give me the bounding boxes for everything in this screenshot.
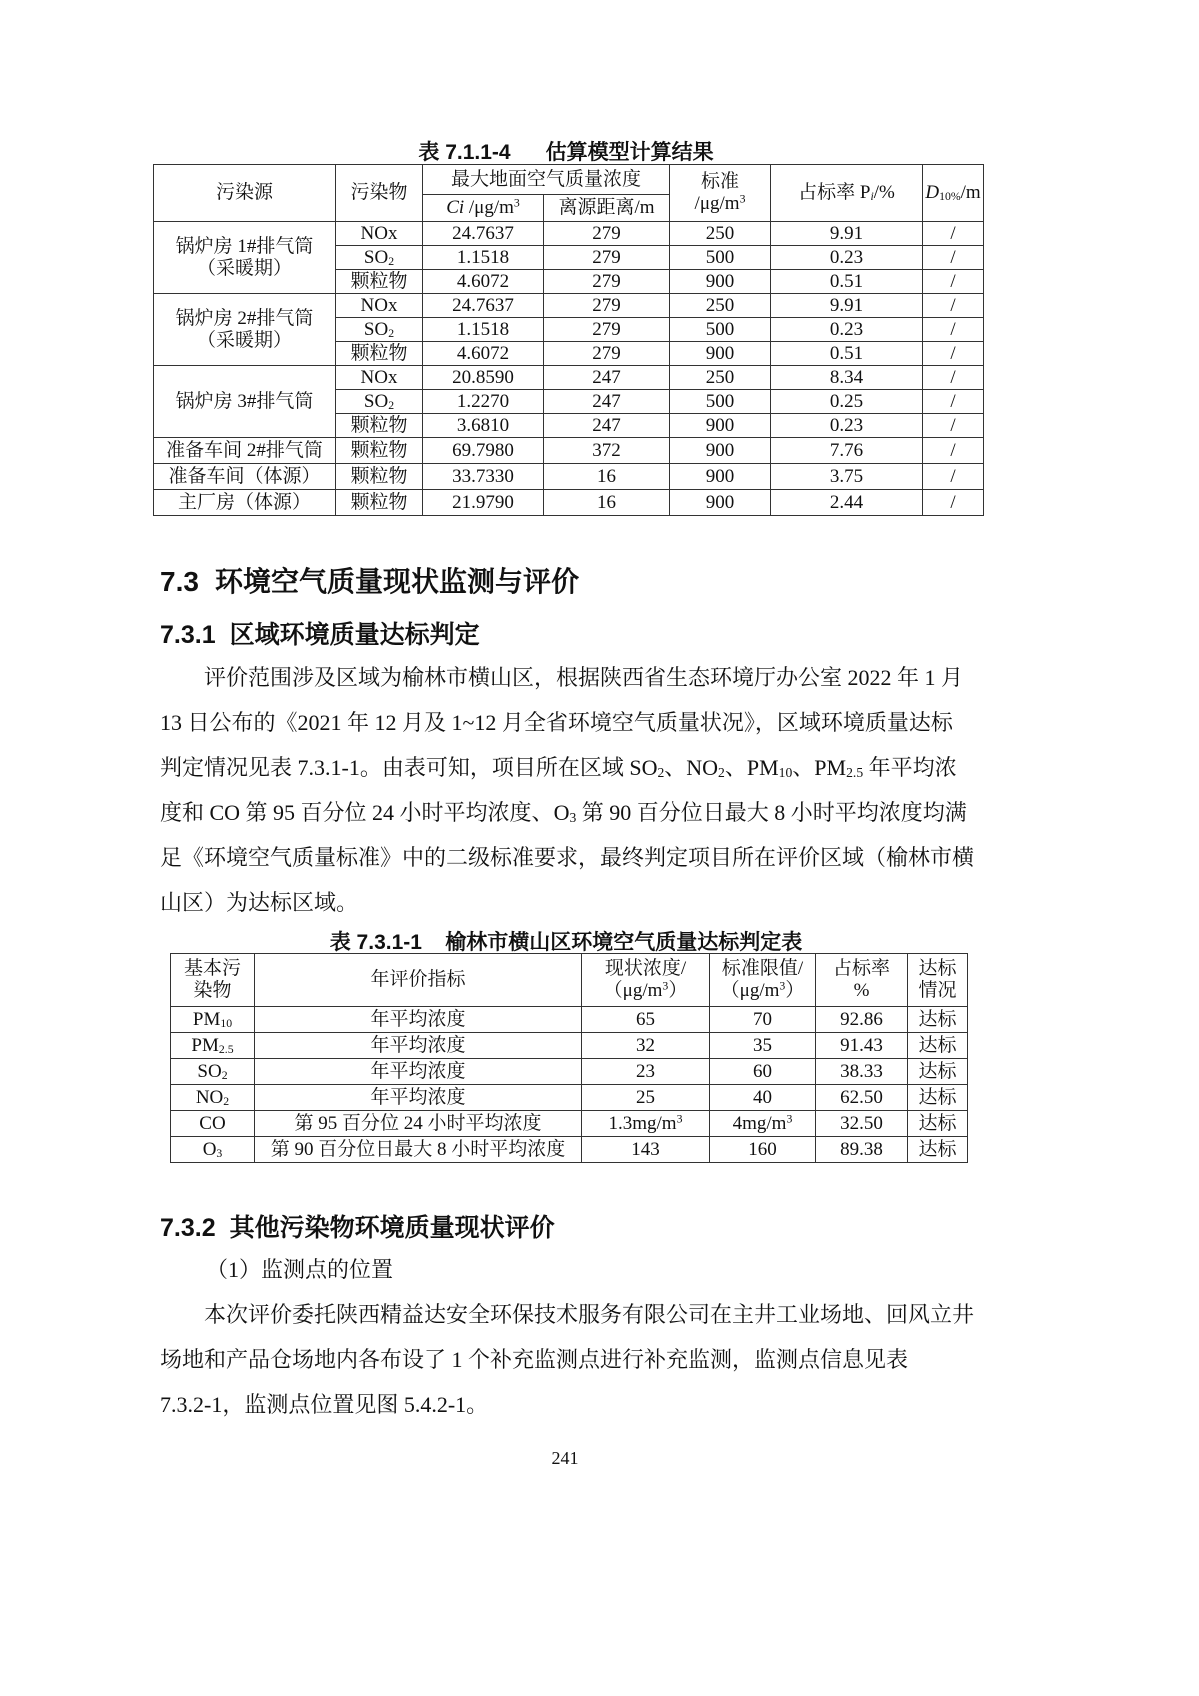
rate-cell: 2.44 [771,490,923,516]
rate-cell: 89.38 [816,1137,908,1163]
index-cell: 第 90 百分位日最大 8 小时平均浓度 [255,1137,582,1163]
index-cell: 年平均浓度 [255,1007,582,1033]
rate-cell: 0.23 [771,246,923,270]
d10-cell: / [923,414,984,438]
d10-cell: / [923,464,984,490]
header-standard-line2: $/\mu g/m^3$ [694,192,746,214]
standard-limit-cell: $4mg/m^3$ [710,1111,816,1137]
table1-row [154,366,984,390]
para1-line2: 13 日公布的《2021 年 12 月及 1~12 月全省环境空气质量状况》，区域环境质量达标 [160,710,953,735]
current-cell: $1.3mg/m^3$ [582,1111,710,1137]
source-cell [154,464,336,490]
current-cell: 23 [582,1059,710,1085]
source-cell [154,490,336,516]
rate-cell: 0.23 [771,414,923,438]
pollutant-cell: 颗粒物 [336,414,423,438]
rate-cell: 0.51 [771,342,923,366]
current-cell: 25 [582,1085,710,1111]
standard-cell: 250 [670,294,771,318]
index-cell: 年平均浓度 [255,1085,582,1111]
ci-cell: 1.1518 [423,246,544,270]
source-line: 主厂房（体源） [177,491,311,513]
para2-line3: 7.3.2-1，监测点位置见图 5.4.2-1。 [160,1392,489,1417]
pollutant-cell: $SO_2$ [336,246,423,270]
ci-cell: 24.7637 [423,294,544,318]
section-7-3-2-number: 7.3.2 [160,1214,216,1242]
table2-row [171,1059,968,1085]
rate-cell: 7.76 [771,438,923,464]
rate-cell: 3.75 [771,464,923,490]
rate-cell: 92.86 [816,1007,908,1033]
pollutant-cell: $O_3$ [171,1137,255,1163]
header-d10: $D_{10\%}/m$ [923,165,984,222]
standard-cell: 500 [670,318,771,342]
distance-cell: 279 [544,294,670,318]
source-cell [154,294,336,366]
table2-row [171,1033,968,1059]
ci-cell: 33.7330 [423,464,544,490]
header-base-pollutant: 基本污 染物 [171,954,255,1007]
d10-cell: / [923,490,984,516]
section-7-3-1-title: 区域环境质量达标判定 [229,621,480,649]
standard-cell: 900 [670,464,771,490]
table1-row [154,222,984,246]
para1-line5: 足《环境空气质量标准》中的二级标准要求，最终判定项目所在评价区域（榆林市横 [160,845,975,870]
pollutant-cell: $SO_2$ [336,318,423,342]
rate-cell: 0.51 [771,270,923,294]
standard-cell: 900 [670,438,771,464]
header-current-concentration: 现状浓度/ $(\mu g/m^3)$ [582,954,710,1007]
page-number: 241 [551,1448,579,1468]
distance-cell: 247 [544,390,670,414]
d10-cell: / [923,294,984,318]
source-line: 准备车间 2#排气筒 [166,439,323,461]
header-rate: 占标率 $P_i/\%$ [771,165,923,222]
compliance-cell: 达标 [908,1033,968,1059]
standard-cell: 900 [670,342,771,366]
ci-cell: 21.9790 [423,490,544,516]
pollutant-cell: $NO_2$ [171,1085,255,1111]
distance-cell: 279 [544,270,670,294]
standard-limit-cell: 70 [710,1007,816,1033]
d10-cell: / [923,222,984,246]
ci-cell: 1.1518 [423,318,544,342]
standard-cell: 500 [670,246,771,270]
rate-cell: 0.23 [771,318,923,342]
distance-cell: 279 [544,246,670,270]
ci-cell: 69.7980 [423,438,544,464]
ci-cell: 3.6810 [423,414,544,438]
table2-row [171,1137,968,1163]
para1-line1: 评价范围涉及区域为榆林市横山区，根据陕西省生态环境厅办公室 2022 年 1 月 [204,665,964,690]
index-cell: 年平均浓度 [255,1033,582,1059]
ci-cell: 24.7637 [423,222,544,246]
ci-cell: 20.8590 [423,366,544,390]
rate-cell: 8.34 [771,366,923,390]
source-cell [154,222,336,294]
rate-cell: 32.50 [816,1111,908,1137]
distance-cell: 247 [544,366,670,390]
source-line: 锅炉房 1#排气筒 [175,235,314,257]
pollutant-cell: NOx [336,222,423,246]
section-7-3-heading [160,560,579,600]
current-cell: 143 [582,1137,710,1163]
current-cell: 32 [582,1033,710,1059]
header-rate-percent: 占标率 % [816,954,908,1007]
pollutant-cell: $PM_{2.5}$ [171,1033,255,1059]
header-pollutant: 污染物 [336,165,423,222]
rate-cell: 62.50 [816,1085,908,1111]
standard-limit-cell: 160 [710,1137,816,1163]
compliance-cell: 达标 [908,1085,968,1111]
section-7-3-2-title: 其他污染物环境质量现状评价 [229,1214,555,1242]
compliance-cell: 达标 [908,1111,968,1137]
distance-cell: 279 [544,318,670,342]
distance-cell: 16 [544,464,670,490]
estimation-results-table [153,164,984,516]
pollutant-cell: NOx [336,294,423,318]
ci-cell: 4.6072 [423,270,544,294]
pollutant-cell: 颗粒物 [336,490,423,516]
standard-cell: 250 [670,222,771,246]
header-max-concentration: 最大地面空气质量浓度 [423,165,670,195]
section-7-3-1-number: 7.3.1 [160,621,216,649]
standard-cell: 500 [670,390,771,414]
distance-cell: 372 [544,438,670,464]
header-standard [670,165,771,222]
header-ci: Ci $/\mu g/m^3$ [423,195,544,222]
header-standard-limit: 标准限值/ $(\mu g/m^3)$ [710,954,816,1007]
pollutant-cell: 颗粒物 [336,464,423,490]
standard-limit-cell: 35 [710,1033,816,1059]
pollutant-cell: 颗粒物 [336,438,423,464]
ci-cell: 1.2270 [423,390,544,414]
distance-cell: 279 [544,222,670,246]
compliance-cell: 达标 [908,1137,968,1163]
section-7-3-title: 环境空气质量现状监测与评价 [214,566,579,597]
section-7-3-1-heading [160,615,480,651]
para1-line6: 山区）为达标区域。 [160,890,359,915]
table1-caption: 表 7.1.1-4 估算模型计算结果 [418,141,714,164]
ci-cell: 4.6072 [423,342,544,366]
pollutant-cell: CO [171,1111,255,1137]
rate-cell: 91.43 [816,1033,908,1059]
table1-row [154,490,984,516]
index-cell: 年平均浓度 [255,1059,582,1085]
source-line: （采暖期） [196,257,292,279]
paragraph-monitoring [160,1292,978,1427]
section-7-3-number: 7.3 [160,566,199,597]
pollutant-cell: 颗粒物 [336,342,423,366]
para1-line3: 判定情况见表 7.3.1-1。由表可知，项目所在区域 $SO_2$、$NO_2$、$PM_{10}$、$PM_{2.5}$ 年平均浓 [160,755,957,781]
standard-cell: 250 [670,366,771,390]
subheading-monitoring-location: （1）监测点的位置 [206,1257,394,1282]
para1-line4: 度和 CO 第 95 百分位 24 小时平均浓度、$O_3$ 第 90 百分位日最大 8 小时平均浓度均满 [160,800,967,826]
d10-cell: / [923,246,984,270]
para2-line1: 本次评价委托陕西精益达安全环保技术服务有限公司在主井工业场地、回风立井 [204,1302,975,1327]
air-quality-compliance-table [170,953,968,1163]
standard-limit-cell: 40 [710,1085,816,1111]
header-distance: 离源距离/m [544,195,670,222]
pollutant-cell: 颗粒物 [336,270,423,294]
d10-cell: / [923,438,984,464]
pollutant-cell: $SO_2$ [171,1059,255,1085]
standard-cell: 900 [670,414,771,438]
table1-row [154,294,984,318]
section-7-3-2-heading [160,1208,555,1244]
distance-cell: 279 [544,342,670,366]
rate-cell: 38.33 [816,1059,908,1085]
rate-cell: 9.91 [771,222,923,246]
d10-cell: / [923,318,984,342]
pollutant-cell: NOx [336,366,423,390]
d10-cell: / [923,366,984,390]
source-line: （采暖期） [196,329,292,351]
source-line: 准备车间（体源） [168,465,321,487]
header-standard-line1: 标准 [701,171,740,192]
source-line: 锅炉房 3#排气筒 [175,390,314,412]
standard-cell: 900 [670,490,771,516]
d10-cell: / [923,342,984,366]
compliance-cell: 达标 [908,1007,968,1033]
rate-cell: 9.91 [771,294,923,318]
header-annual-index: 年评价指标 [255,954,582,1007]
table1-row [154,464,984,490]
standard-limit-cell: 60 [710,1059,816,1085]
header-compliance: 达标 情况 [908,954,968,1007]
distance-cell: 16 [544,490,670,516]
table1-row [154,438,984,464]
source-line: 锅炉房 2#排气筒 [175,307,314,329]
table2-row [171,1111,968,1137]
pollutant-cell: $PM_{10}$ [171,1007,255,1033]
distance-cell: 247 [544,414,670,438]
pollutant-cell: $SO_2$ [336,390,423,414]
table2-caption: 表 7.3.1-1 榆林市横山区环境空气质量达标判定表 [329,931,803,954]
index-cell: 第 95 百分位 24 小时平均浓度 [255,1111,582,1137]
rate-cell: 0.25 [771,390,923,414]
d10-cell: / [923,270,984,294]
table2-row [171,1007,968,1033]
source-cell [154,366,336,438]
compliance-cell: 达标 [908,1059,968,1085]
standard-cell: 900 [670,270,771,294]
source-cell [154,438,336,464]
header-source: 污染源 [154,165,336,222]
current-cell: 65 [582,1007,710,1033]
paragraph-compliance [160,655,978,925]
table2-row [171,1085,968,1111]
para2-line2: 场地和产品仓场地内各布设了 1 个补充监测点进行补充监测，监测点信息见表 [160,1347,909,1372]
d10-cell: / [923,390,984,414]
